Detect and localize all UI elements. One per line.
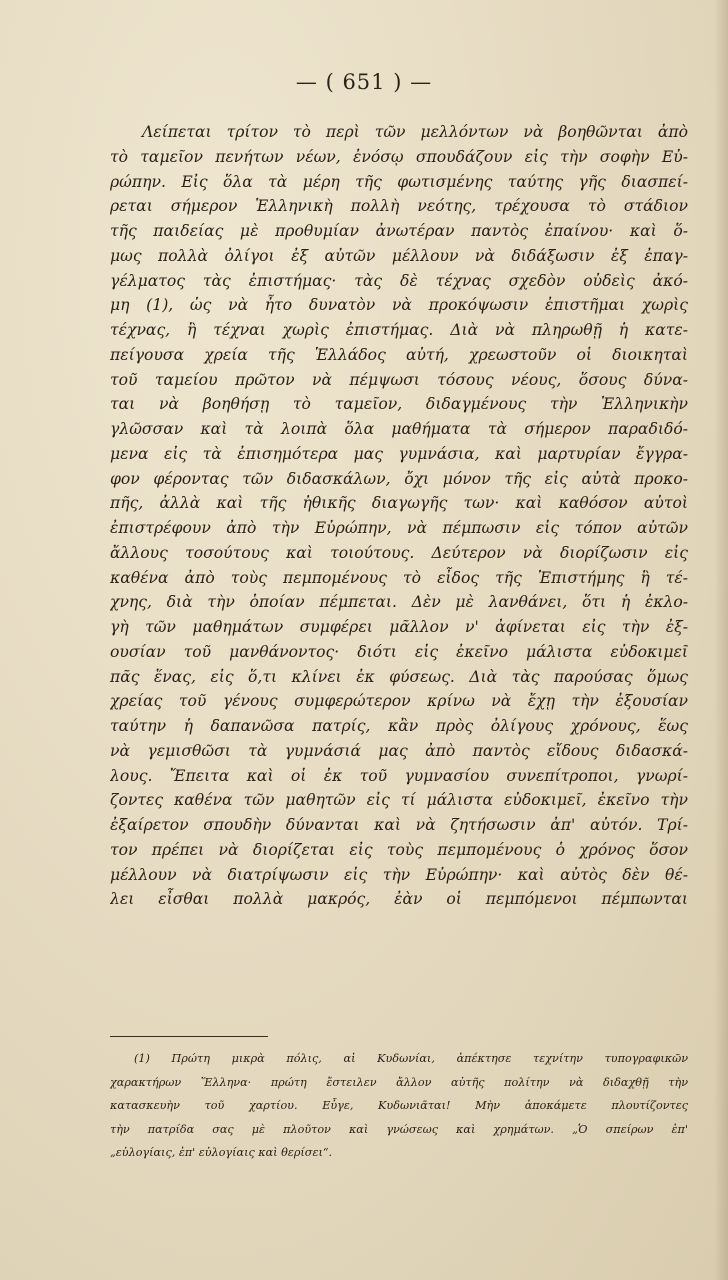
- text-line: μέλλουν νὰ διατρίψωσιν εἰς τὴν Εὐρώπην· καὶ αὐτὸς δὲν θέ-: [110, 865, 688, 884]
- text-line: γὴ τῶν μαθημάτων συμφέρει μᾶλλον ν' ἀφίνεται εἰς τὴν ἐξ-: [110, 618, 688, 636]
- text-line: λους. Ἔπειτα καὶ οἱ ἐκ τοῦ γυμνασίου συνεπίτροποι, γνωρί-: [110, 766, 688, 785]
- footnote-line: (1) Πρώτη μικρὰ πόλις, αἱ Κυδωνίαι, ἀπέκτησε τεχνίτην τυπογραφικῶν: [134, 1052, 688, 1065]
- text-line: ρεται σήμερον Ἑλληνικὴ πολλὴ νεότης, τρέχουσα τὸ στάδιον: [110, 197, 688, 216]
- text-line: λει εἶσθαι πολλὰ μακρός, ἐὰν οἱ πεμπόμενοι πέμπωνται: [110, 890, 688, 909]
- text-line: ἄλλους τοσούτους καὶ τοιούτους. Δεύτερον νὰ διορίζωσιν εἰς: [110, 543, 688, 562]
- text-line: μη (1), ὡς νὰ ἦτο δυνατὸν νὰ προκόψωσιν ἐπιστῆμαι χωρὶς: [110, 296, 688, 315]
- page-number: — ( 651 ) —: [295, 70, 433, 94]
- text-line: χνης, διὰ τὴν ὁποίαν πέμπεται. Δὲν μὲ λανθάνει, ὅτι ἡ ἐκλο-: [110, 593, 688, 612]
- text-line: ουσίαν τοῦ μανθάνοντος· διότι εἰς ἐκεῖνο μάλιστα εὐδοκιμεῖ: [110, 642, 688, 661]
- text-line: ζοντες καθένα τῶν μαθητῶν εἰς τί μάλιστα εὐδοκιμεῖ, ἐκεῖνο τὴν: [110, 791, 688, 810]
- text-line: μως πολλὰ ὀλίγοι ἐξ αὐτῶν μέλλουν νὰ διδάξωσιν ἐξ ἐπαγ-: [110, 246, 688, 265]
- text-line: τον πρέπει νὰ διορίζεται εἰς τοὺς πεμπομένους ὁ χρόνος ὅσον: [110, 840, 688, 859]
- text-line: φον φέροντας τῶν διδασκάλων, ὄχι μόνον τῆς εἰς αὐτὰ προκο-: [110, 469, 688, 488]
- text-line: τὸ ταμεῖον πενήτων νέων, ἐνόσῳ σπουδάζουν εἰς τὴν σοφὴν Εὐ-: [110, 147, 688, 166]
- footnote-line: χαρακτήρων Ἕλληνα· πρώτη ἔστειλεν ἄλλον αὐτῆς πολίτην νὰ διδαχθῇ τὴν: [110, 1075, 688, 1089]
- text-line: τοῦ ταμείου πρῶτον νὰ πέμψωσι τόσους νέους, ὅσους δύνα-: [110, 370, 688, 389]
- footnote: [110, 1047, 688, 1165]
- text-line: νὰ γεμισθῶσι τὰ γυμνάσιά μας ἀπὸ παντὸς εἴδους διδασκά-: [110, 741, 688, 760]
- text-line: Λείπεται τρίτον τὸ περὶ τῶν μελλόντων νὰ βοηθῶνται ἀπὸ: [142, 123, 688, 141]
- footnote-line: „εὐλογίαις, ἐπ' εὐλογίαις καὶ θερίσει“.: [110, 1146, 333, 1159]
- text-line: γέλματος τὰς ἐπιστήμας· τὰς δὲ τέχνας σχεδὸν οὐδεὶς ἀκό-: [110, 271, 688, 290]
- text-line: πᾶς ἕνας, εἰς ὅ,τι κλίνει ἐκ φύσεως. Διὰ τὰς παρούσας ὅμως: [110, 667, 688, 686]
- text-line: καθένα ἀπὸ τοὺς πεμπομένους τὸ εἶδος τῆς Ἐπιστήμης ἢ τέ-: [110, 568, 688, 587]
- footnote-line: τὴν πατρίδα σας μὲ πλοῦτον καὶ γνώσεως καὶ χρημάτων. „Ὁ σπείρων ἐπ': [110, 1122, 688, 1136]
- main-text: [110, 120, 688, 912]
- text-line: ρώπην. Εἰς ὅλα τὰ μέρη τῆς φωτισμένης ταύτης γῆς διασπεί-: [110, 172, 688, 191]
- page-edge-shadow: [714, 0, 728, 1280]
- text-line: πῆς, ἀλλὰ καὶ τῆς ἠθικῆς διαγωγῆς των· καὶ καθόσον αὐτοὶ: [110, 494, 688, 513]
- text-line: χρείας τοῦ γένους συμφερώτερον κρίνω νὰ ἔχῃ τὴν ἐξουσίαν: [110, 692, 688, 711]
- text-line: πείγουσα χρεία τῆς Ἑλλάδος αὐτή, χρεωστοῦν οἱ διοικηταὶ: [110, 345, 688, 364]
- text-line: ται νὰ βοηθήσῃ τὸ ταμεῖον, διδαγμένους τὴν Ἑλληνικὴν: [110, 395, 688, 414]
- text-line: μενα εἰς τὰ ἐπισημότερα μας γυμνάσια, καὶ μαρτυρίαν ἔγγρα-: [110, 444, 688, 463]
- text-line: ἐπιστρέφουν ἀπὸ τὴν Εὐρώπην, νὰ πέμπωσιν εἰς τόπον αὐτῶν: [110, 519, 688, 537]
- text-line: τῆς παιδείας μὲ προθυμίαν ἀνωτέραν παντὸς ἐπαίνου· καὶ ὅ-: [110, 222, 688, 240]
- text-line: ἐξαίρετον σπουδὴν δύνανται καὶ νὰ ζητήσωσιν ἀπ' αὐτόν. Τρί-: [110, 816, 688, 834]
- footnote-line: κατασκευὴν τοῦ χαρτίου. Εὖγε, Κυδωνιᾶται! Μὴν ἀποκάμετε πλουτίζοντες: [110, 1099, 688, 1112]
- text-line: γλῶσσαν καὶ τὰ λοιπὰ ὅλα μαθήματα τὰ σήμερον παραδιδό-: [110, 420, 688, 438]
- text-line: τέχνας, ἢ τέχναι χωρὶς ἐπιστήμας. Διὰ νὰ πληρωθῇ ἡ κατε-: [110, 321, 688, 339]
- text-line: ταύτην ἡ δαπανῶσα πατρίς, κἂν πρὸς ὀλίγους χρόνους, ἕως: [110, 717, 688, 735]
- footnote-divider: [110, 1036, 268, 1037]
